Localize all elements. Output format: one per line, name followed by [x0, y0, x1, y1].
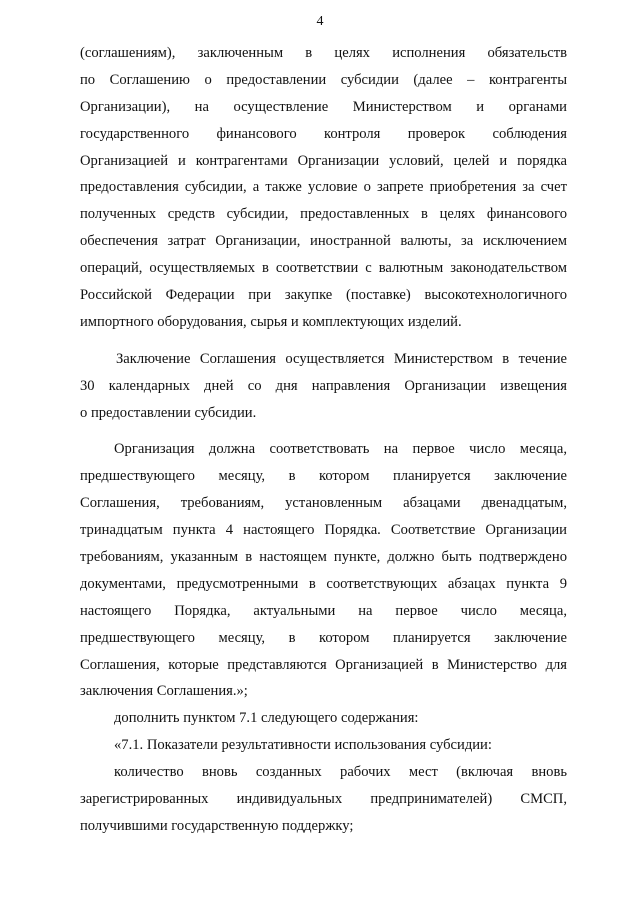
text-line: Организацией и контрагентами Организации условий, целей и порядка	[80, 152, 567, 169]
text-line: о предоставлении субсидии.	[80, 404, 257, 421]
text-line: тринадцатым пункта 4 настоящего Порядка. Соответствие Организации	[80, 522, 567, 539]
text-line: операций, осуществляемых в соответствии с валютным законодательством	[80, 260, 567, 277]
text-line: полученных средств субсидии, предоставленных в целях финансового	[80, 206, 567, 223]
text-line: настоящего Порядка, актуальными на первое число месяца,	[80, 602, 567, 619]
text-line: требованиям, указанным в настоящем пункте, должно быть подтверждено	[80, 549, 567, 566]
text-line: количество вновь созданных рабочих мест (включая вновь	[114, 764, 567, 781]
document-body	[80, 40, 567, 840]
text-line: Российской Федерации при закупке (поставке) высокотехнологичного	[80, 287, 567, 304]
text-line: Соглашения, которые представляются Организацией в Министерство для	[80, 656, 567, 673]
text-line: зарегистрированных индивидуальных предпринимателей) СМСП,	[80, 791, 567, 808]
text-line: Заключение Соглашения осуществляется Министерством в течение	[116, 350, 567, 367]
page-number: 4	[316, 14, 324, 29]
text-line: государственного финансового контроля проверок соблюдения	[80, 125, 567, 142]
text-line: «7.1. Показатели результативности использования субсидии:	[114, 737, 492, 754]
text-line: документами, предусмотренными в соответствующих абзацах пункта 9	[80, 575, 567, 592]
text-line: заключения Соглашения.»;	[80, 683, 248, 700]
text-line: дополнить пунктом 7.1 следующего содержания:	[114, 710, 419, 727]
text-line: 30 календарных дней со дня направления Организации извещения	[80, 377, 567, 394]
text-line: предшествующего месяцу, в котором планируется заключение	[80, 629, 567, 646]
text-line: Организация должна соответствовать на первое число месяца,	[114, 441, 567, 458]
text-line: предоставления субсидии, а также условие о запрете приобретения за счет	[80, 179, 567, 196]
text-line: получившими государственную поддержку;	[80, 817, 354, 834]
text-line: (соглашениям), заключенным в целях исполнения обязательств	[80, 45, 567, 61]
text-line: Организации), на осуществление Министерством и органами	[80, 98, 567, 115]
text-line: по Соглашению о предоставлении субсидии (далее – контрагенты	[80, 71, 567, 88]
text-line: предшествующего месяцу, в котором планируется заключение	[80, 468, 567, 485]
text-line: импортного оборудования, сырья и комплектующих изделий.	[80, 313, 462, 330]
text-line: обеспечения затрат Организации, иностранной валюты, за исключением	[80, 233, 567, 250]
text-line: Соглашения, требованиям, установленным абзацами двенадцатым,	[80, 495, 567, 512]
